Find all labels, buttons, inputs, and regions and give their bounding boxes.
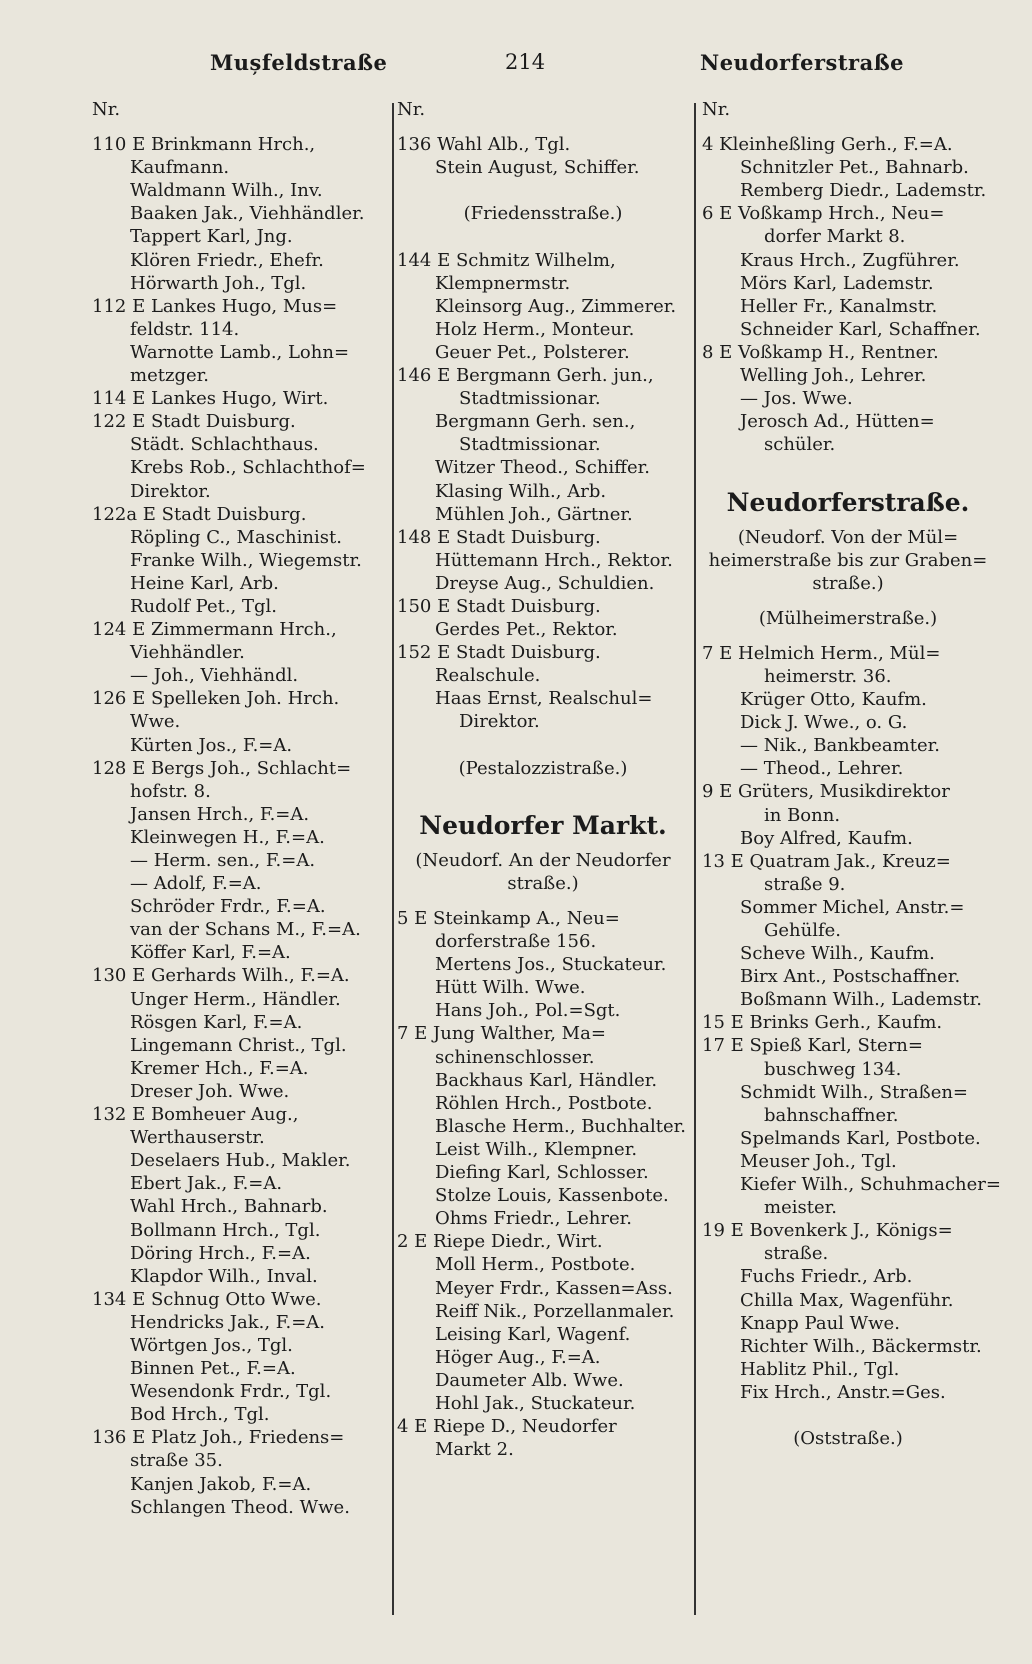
resident-entry: Städt. Schlachthaus. <box>130 434 319 456</box>
column-header: Nr. <box>397 99 426 120</box>
resident-entry: Blasche Herm., Buchhalter. <box>435 1115 686 1137</box>
resident-entry: Schnitzler Pet., Bahnarb. <box>740 157 969 179</box>
resident-entry: Scheve Wilh., Kaufm. <box>740 943 935 965</box>
resident-entry: Lingemann Christ., Tgl. <box>130 1034 347 1056</box>
resident-entry: Mörs Karl, Lademstr. <box>740 272 934 294</box>
resident-entry: Backhaus Karl, Händler. <box>435 1069 658 1091</box>
resident-entry: Binnen Pet., F.=A. <box>130 1358 296 1380</box>
resident-entry: Hüttemann Hrch., Rektor. <box>435 549 673 571</box>
resident-entry: Stein August, Schiffer. <box>435 157 640 179</box>
resident-entry: Hablitz Phil., Tgl. <box>740 1358 900 1380</box>
entry-continuation: in Bonn. <box>764 804 841 826</box>
house-entry: 122a E Stadt Duisburg. <box>92 503 307 525</box>
resident-entry: Birx Ant., Postschaffner. <box>740 966 961 988</box>
resident-entry: Kleinwegen H., F.=A. <box>130 826 325 848</box>
resident-entry: Ohms Friedr., Lehrer. <box>435 1208 632 1230</box>
running-head <box>0 50 1032 90</box>
street-description: (Neudorf. Von der Mül= <box>737 526 959 548</box>
resident-entry: Kanjen Jakob, F.=A. <box>130 1473 312 1495</box>
street-description: straße.) <box>507 872 579 894</box>
running-head-left: Mușfeldstraße <box>210 50 388 75</box>
house-entry: 132 E Bomheuer Aug., <box>92 1104 299 1126</box>
running-head-right: Neudorferstraße <box>700 50 905 75</box>
resident-entry: Schmidt Wilh., Straßen= <box>740 1081 969 1103</box>
house-entry: 6 E Voßkamp Hrch., Neu= <box>702 203 945 225</box>
resident-entry: Bollmann Hrch., Tgl. <box>130 1219 321 1241</box>
resident-entry: Döring Hrch., F.=A. <box>130 1242 311 1264</box>
resident-entry: Kürten Jos., F.=A. <box>130 734 293 756</box>
resident-entry: Witzer Theod., Schiffer. <box>435 457 650 479</box>
resident-entry: Haas Ernst, Realschul= <box>435 688 653 710</box>
resident-entry: Boßmann Wilh., Lademstr. <box>740 989 982 1011</box>
house-entry: 136 E Platz Joh., Friedens= <box>92 1427 345 1449</box>
resident-entry: Fuchs Friedr., Arb. <box>740 1266 913 1288</box>
page-number: 214 <box>505 50 546 74</box>
entry-continuation: Viehhändler. <box>130 642 245 664</box>
street-description: straße.) <box>812 572 884 594</box>
entry-continuation: bahnschaffner. <box>764 1104 899 1126</box>
resident-entry: Mertens Jos., Stuckateur. <box>435 954 667 976</box>
column-3 <box>702 98 1001 1450</box>
house-entry: 2 E Riepe Diedr., Wirt. <box>397 1231 603 1253</box>
resident-entry: Schneider Karl, Schaffner. <box>740 318 981 340</box>
entry-continuation: Stadtmissionar. <box>459 388 601 410</box>
entry-continuation: straße. <box>764 1243 829 1265</box>
resident-entry: Rudolf Pet., Tgl. <box>130 595 278 617</box>
house-entry: 8 E Voßkamp H., Rentner. <box>702 341 939 363</box>
cross-street: (Pestalozzistraße.) <box>458 757 628 779</box>
entry-continuation: hofstr. 8. <box>130 780 211 802</box>
resident-entry: Heine Karl, Arb. <box>130 572 279 594</box>
resident-entry: Mühlen Joh., Gärtner. <box>435 503 633 525</box>
resident-entry: — Joh., Viehhändl. <box>130 665 299 687</box>
resident-entry: Wesendonk Frdr., Tgl. <box>130 1381 332 1403</box>
house-entry: 9 E Grüters, Musikdirektor <box>702 781 950 803</box>
street-description: (Neudorf. An der Neudorfer <box>415 849 671 871</box>
resident-entry: Röhlen Hrch., Postbote. <box>435 1092 653 1114</box>
house-entry: 144 E Schmitz Wilhelm, <box>397 249 616 271</box>
resident-entry: — Theod., Lehrer. <box>740 758 904 780</box>
house-entry: 15 E Brinks Gerh., Kaufm. <box>702 1012 943 1034</box>
resident-entry: Schlangen Theod. Wwe. <box>130 1496 350 1518</box>
house-entry: 148 E Stadt Duisburg. <box>397 526 601 548</box>
resident-entry: — Adolf, F.=A. <box>130 873 262 895</box>
resident-entry: Daumeter Alb. Wwe. <box>435 1369 624 1391</box>
resident-entry: Kiefer Wilh., Schuhmacher= <box>740 1174 1001 1196</box>
resident-entry: Unger Herm., Händler. <box>130 988 341 1010</box>
street-heading: Neudorfer Markt. <box>419 810 667 840</box>
resident-entry: Hans Joh., Pol.=Sgt. <box>435 1000 621 1022</box>
resident-entry: Meyer Frdr., Kassen=Ass. <box>435 1277 673 1299</box>
entry-continuation: Direktor. <box>459 711 540 733</box>
resident-entry: Leist Wilh., Klempner. <box>435 1138 638 1160</box>
resident-entry: Waldmann Wilh., Inv. <box>130 180 323 202</box>
cross-street: (Mülheimerstraße.) <box>758 607 938 629</box>
house-entry: 4 Kleinheßling Gerh., F.=A. <box>702 134 953 156</box>
house-entry: 4 E Riepe D., Neudorfer <box>397 1416 617 1438</box>
resident-entry: Remberg Diedr., Lademstr. <box>740 180 987 202</box>
resident-entry: Moll Herm., Postbote. <box>435 1254 636 1276</box>
resident-entry: Hütt Wilh. Wwe. <box>435 977 586 999</box>
resident-entry: Gerdes Pet., Rektor. <box>435 619 618 641</box>
house-entry: 150 E Stadt Duisburg. <box>397 595 601 617</box>
resident-entry: Krüger Otto, Kaufm. <box>740 689 927 711</box>
entry-continuation: schüler. <box>764 434 836 456</box>
entry-continuation: buschweg 134. <box>764 1058 902 1080</box>
column-2 <box>397 98 689 1461</box>
resident-entry: Dreyse Aug., Schuldien. <box>435 572 655 594</box>
resident-entry: Warnotte Lamb., Lohn= <box>130 341 350 363</box>
house-entry: 7 E Helmich Herm., Mül= <box>702 642 941 664</box>
resident-entry: Ebert Jak., F.=A. <box>130 1173 283 1195</box>
house-entry: 134 E Schnug Otto Wwe. <box>92 1288 322 1310</box>
house-entry: 7 E Jung Walther, Ma= <box>397 1023 606 1045</box>
entry-continuation: straße 35. <box>130 1450 223 1472</box>
house-entry: 152 E Stadt Duisburg. <box>397 642 601 664</box>
resident-entry: Bergmann Gerh. sen., <box>435 411 636 433</box>
resident-entry: Bod Hrch., Tgl. <box>130 1404 270 1426</box>
resident-entry: Kraus Hrch., Zugführer. <box>740 249 960 271</box>
entry-continuation: metzger. <box>130 365 209 387</box>
resident-entry: Richter Wilh., Bäckermstr. <box>740 1335 982 1357</box>
entry-continuation: heimerstr. 36. <box>764 665 892 687</box>
resident-entry: Meuser Joh., Tgl. <box>740 1150 897 1172</box>
resident-entry: Hendricks Jak., F.=A. <box>130 1311 326 1333</box>
entry-continuation: Klempnermstr. <box>435 272 571 294</box>
resident-entry: Holz Herm., Monteur. <box>435 318 635 340</box>
house-entry: 13 E Quatram Jak., Kreuz= <box>702 850 951 872</box>
resident-entry: Knapp Paul Wwe. <box>740 1312 900 1334</box>
house-entry: 146 E Bergmann Gerh. jun., <box>397 365 654 387</box>
cross-street: (Oststraße.) <box>793 1428 903 1450</box>
entry-continuation: Stadtmissionar. <box>459 434 601 456</box>
column-rule <box>392 103 394 1615</box>
resident-entry: Schröder Frdr., F.=A. <box>130 896 326 918</box>
column-header: Nr. <box>702 99 731 120</box>
resident-entry: Reiff Nik., Porzellanmaler. <box>435 1300 675 1322</box>
resident-entry: — Nik., Bankbeamter. <box>740 735 940 757</box>
resident-entry: Franke Wilh., Wiegemstr. <box>130 549 362 571</box>
resident-entry: Chilla Max, Wagenführ. <box>740 1289 954 1311</box>
resident-entry: Boy Alfred, Kaufm. <box>740 827 913 849</box>
resident-entry: Heller Fr., Kanalmstr. <box>740 295 938 317</box>
house-entry: 126 E Spelleken Joh. Hrch. <box>92 688 340 710</box>
resident-entry: Stolze Louis, Kassenbote. <box>435 1185 669 1207</box>
house-entry: 124 E Zimmermann Hrch., <box>92 619 337 641</box>
resident-entry: Rösgen Karl, F.=A. <box>130 1011 303 1033</box>
resident-entry: Röpling C., Maschinist. <box>130 526 342 548</box>
column-rule <box>694 103 696 1615</box>
entry-continuation: Markt 2. <box>435 1439 514 1461</box>
resident-entry: Welling Joh., Lehrer. <box>740 365 927 387</box>
resident-entry: Dick J. Wwe., o. G. <box>740 712 908 734</box>
resident-entry: Hohl Jak., Stuckateur. <box>435 1392 636 1414</box>
resident-entry: Wörtgen Jos., Tgl. <box>130 1334 293 1356</box>
street-description: heimerstraße bis zur Graben= <box>708 549 988 571</box>
resident-entry: Kleinsorg Aug., Zimmerer. <box>435 295 677 317</box>
resident-entry: Spelmands Karl, Postbote. <box>740 1127 981 1149</box>
house-entry: 136 Wahl Alb., Tgl. <box>397 134 571 156</box>
entry-continuation: straße 9. <box>764 873 846 895</box>
column-1 <box>92 98 384 1519</box>
column-header: Nr. <box>92 99 121 120</box>
entry-continuation: schinenschlosser. <box>435 1046 595 1068</box>
resident-entry: Geuer Pet., Polsterer. <box>435 341 630 363</box>
house-entry: 19 E Bovenkerk J., Königs= <box>702 1220 953 1242</box>
resident-entry: Klasing Wilh., Arb. <box>435 480 607 502</box>
entry-continuation: feldstr. 114. <box>130 318 240 340</box>
resident-entry: Krebs Rob., Schlachthof= <box>130 457 366 479</box>
resident-entry: Wahl Hrch., Bahnarb. <box>130 1196 328 1218</box>
house-entry: 17 E Spieß Karl, Stern= <box>702 1035 923 1057</box>
resident-entry: — Herm. sen., F.=A. <box>130 850 316 871</box>
resident-entry: Fix Hrch., Anstr.=Ges. <box>740 1381 946 1403</box>
resident-entry: van der Schans M., F.=A. <box>130 919 361 941</box>
house-entry: 130 E Gerhards Wilh., F.=A. <box>92 965 350 987</box>
entry-continuation: Kaufmann. <box>130 157 230 179</box>
house-entry: 114 E Lankes Hugo, Wirt. <box>92 388 329 410</box>
entry-continuation: meister. <box>764 1197 837 1219</box>
resident-entry: Diefing Karl, Schlosser. <box>435 1162 649 1184</box>
resident-entry: Deselaers Hub., Makler. <box>130 1150 351 1172</box>
resident-entry: Dreser Joh. Wwe. <box>130 1080 290 1102</box>
entry-continuation: dorferstraße 156. <box>435 931 597 953</box>
resident-entry: Klören Friedr., Ehefr. <box>130 249 324 271</box>
house-entry: 112 E Lankes Hugo, Mus= <box>92 295 338 317</box>
resident-entry: Jansen Hrch., F.=A. <box>130 803 310 825</box>
resident-entry: Realschule. <box>435 665 541 687</box>
house-entry: 5 E Steinkamp A., Neu= <box>397 908 620 929</box>
entry-continuation: Gehülfe. <box>764 920 842 941</box>
resident-entry: Sommer Michel, Anstr.= <box>740 896 965 918</box>
house-entry: 128 E Bergs Joh., Schlacht= <box>92 757 352 779</box>
resident-entry: Tappert Karl, Jng. <box>130 226 293 248</box>
entry-continuation: Direktor. <box>130 480 211 502</box>
resident-entry: Köffer Karl, F.=A. <box>130 942 291 964</box>
house-entry: 122 E Stadt Duisburg. <box>92 411 296 433</box>
entry-continuation: Werthauserstr. <box>130 1127 265 1149</box>
resident-entry: Kremer Hch., F.=A. <box>130 1057 309 1079</box>
resident-entry: — Jos. Wwe. <box>740 388 853 410</box>
cross-street: (Friedensstraße.) <box>463 203 623 225</box>
resident-entry: Baaken Jak., Viehhändler. <box>130 203 365 225</box>
entry-continuation: dorfer Markt 8. <box>764 226 906 248</box>
resident-entry: Hörwarth Joh., Tgl. <box>130 272 307 294</box>
entry-continuation: Wwe. <box>130 711 181 733</box>
resident-entry: Leising Karl, Wagenf. <box>435 1323 631 1345</box>
resident-entry: Höger Aug., F.=A. <box>435 1346 601 1368</box>
resident-entry: Jerosch Ad., Hütten= <box>740 411 935 433</box>
house-entry: 110 E Brinkmann Hrch., <box>92 134 316 156</box>
resident-entry: Klapdor Wilh., Inval. <box>130 1265 318 1287</box>
street-heading: Neudorferstraße. <box>726 487 970 517</box>
